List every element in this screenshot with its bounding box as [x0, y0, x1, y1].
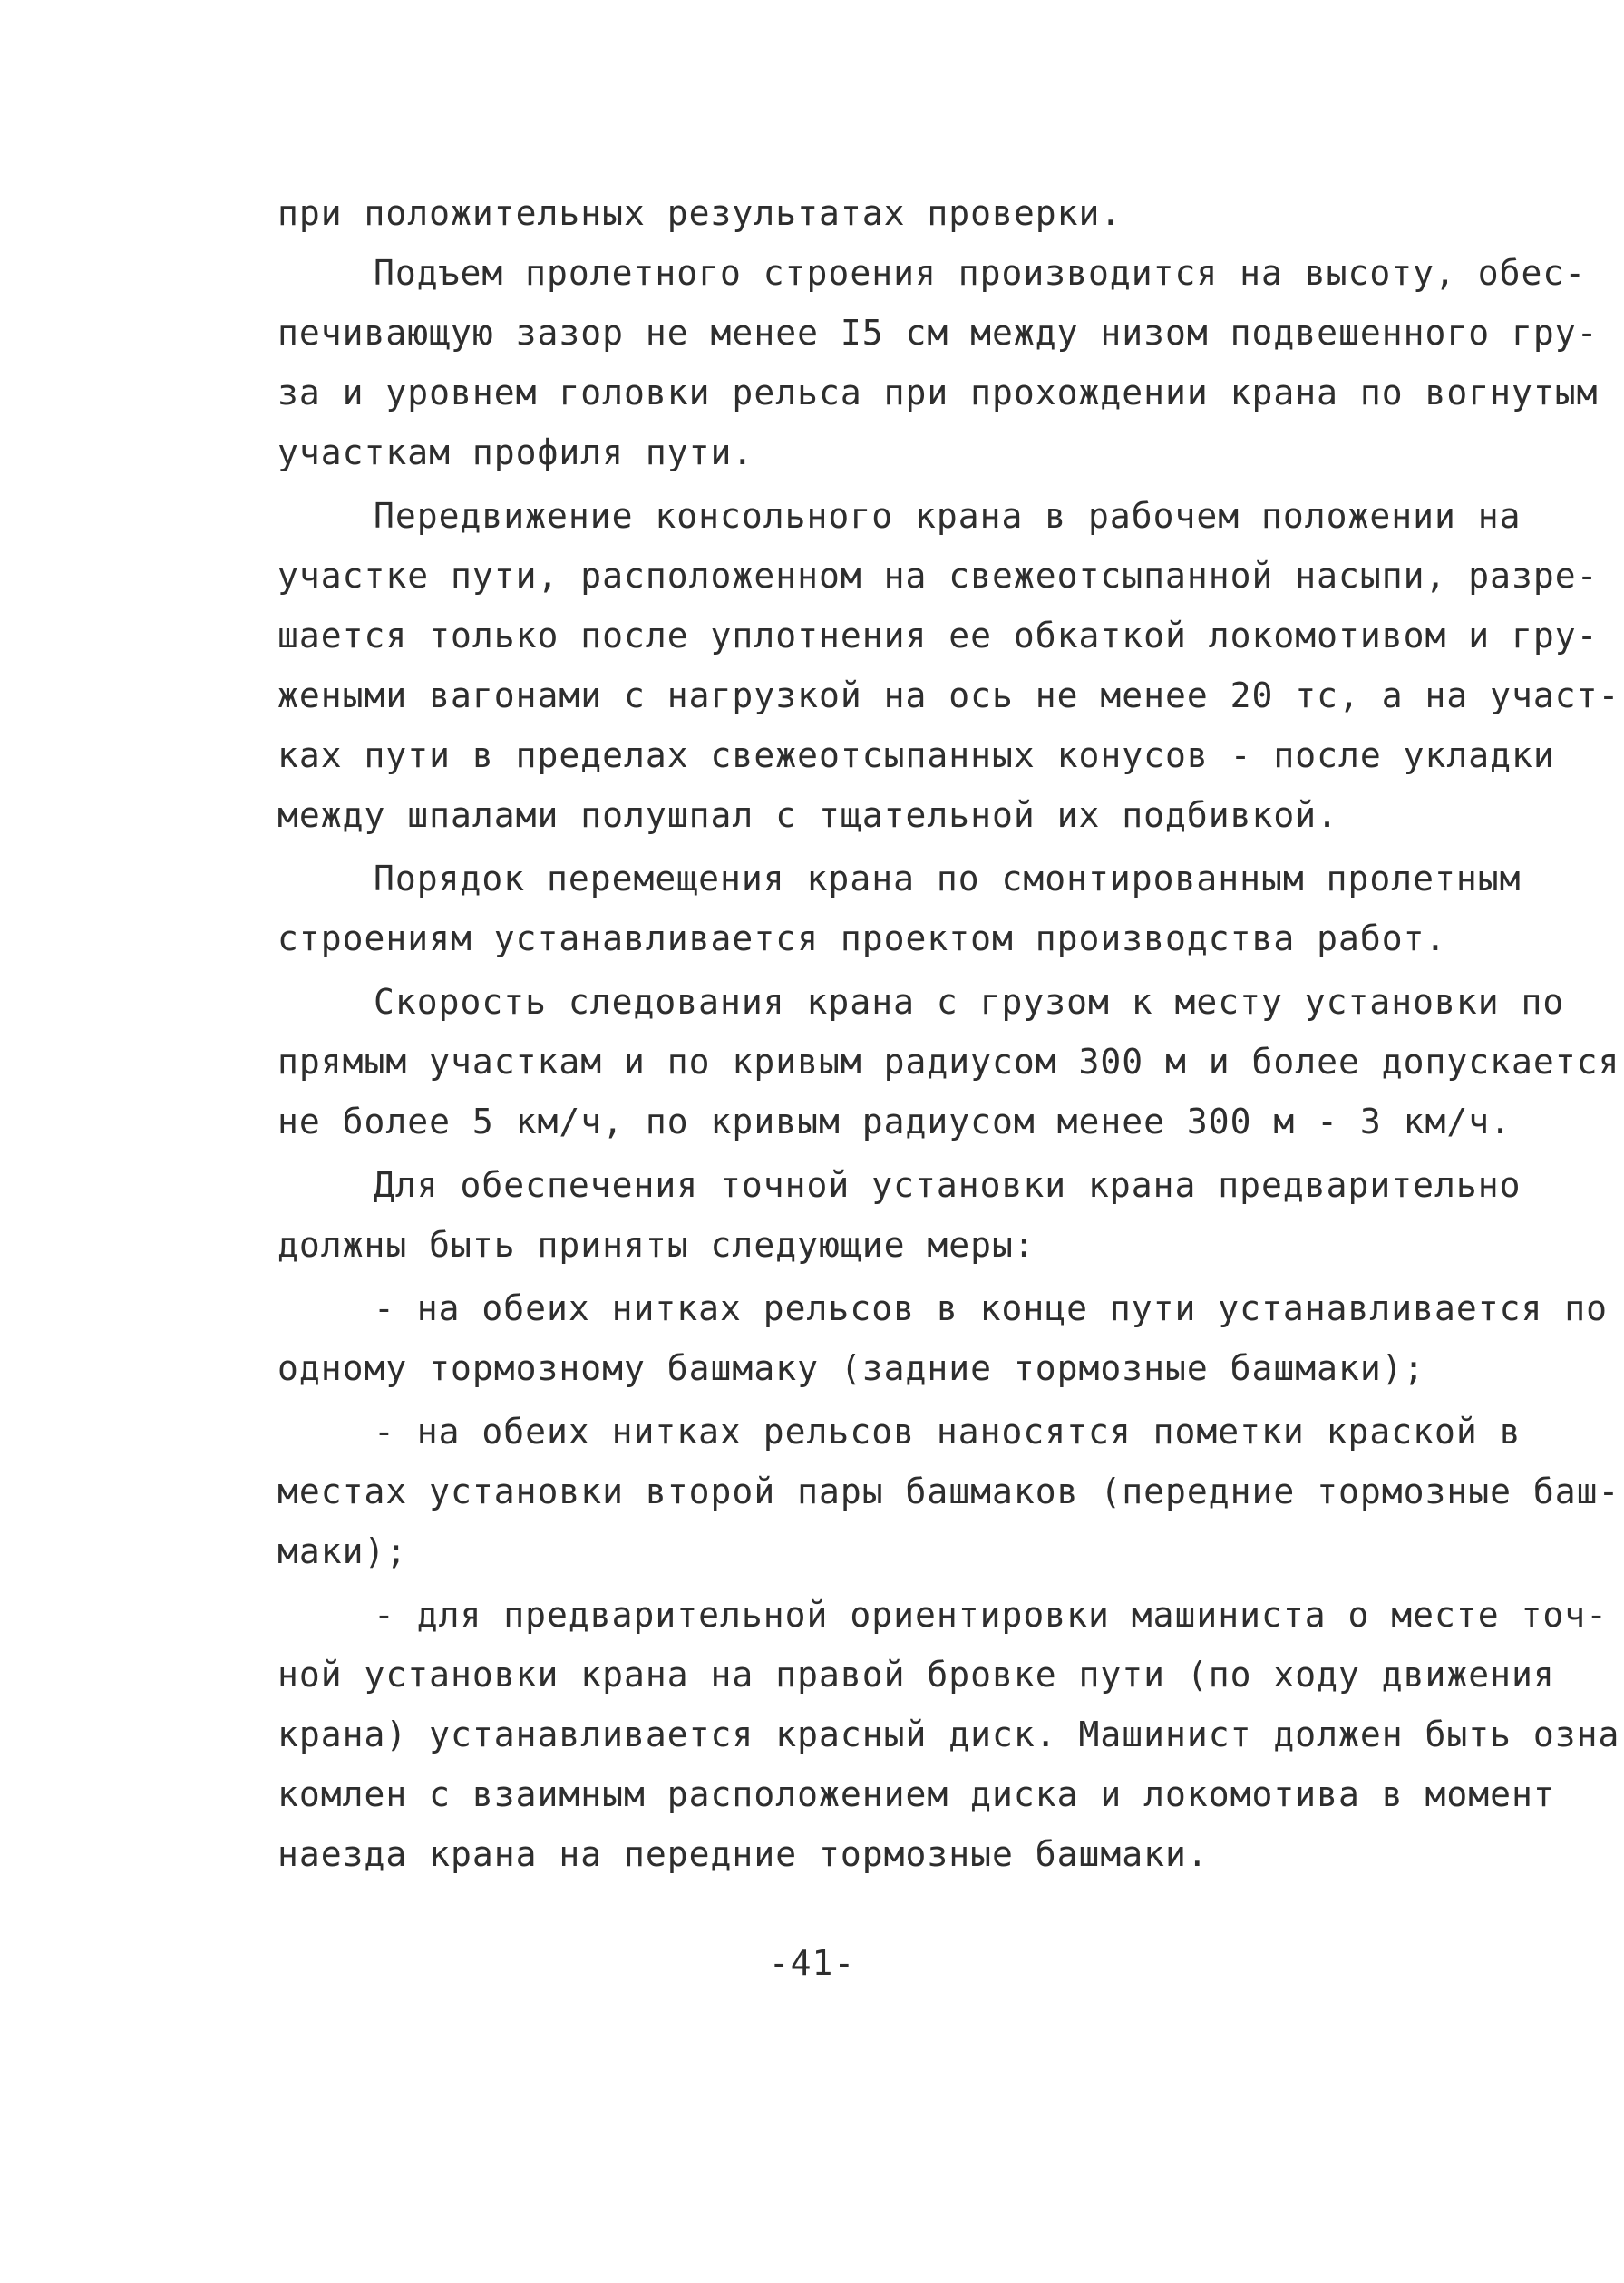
text-line: должны быть приняты следующие меры: [277, 1225, 1036, 1265]
text-line: прямым участкам и по кривым радиусом 300 м и более допускается [277, 1042, 1620, 1082]
text-line: - для предварительной ориентировки машиниста о месте точ- [374, 1595, 1609, 1635]
text-line: комлен с взаимным расположением диска и локомотива в момент [277, 1774, 1555, 1814]
text-line: Передвижение консольного крана в рабочем положении на [374, 496, 1522, 536]
text-line: Для обеспечения точной установки крана предварительно [374, 1165, 1522, 1205]
text-line: Подъем пролетного строения производится на высоту, обес- [374, 253, 1587, 293]
text-line: при положительных результатах проверки. [277, 193, 1123, 233]
text-line: одному тормозному башмаку (задние тормозные башмаки); [277, 1348, 1425, 1388]
text-line: местах установки второй пары башмаков (передние тормозные баш- [277, 1472, 1620, 1511]
text-line: строениям устанавливается проектом производства работ. [277, 918, 1447, 958]
text-line: шается только после уплотнения ее обкаткой локомотивом и гру- [277, 616, 1599, 656]
text-line: печивающую зазор не менее I5 см между низом подвешенного гру- [277, 313, 1599, 353]
text-line: - на обеих нитках рельсов наносятся пометки краской в [374, 1412, 1522, 1452]
text-line: маки); [277, 1531, 408, 1571]
text-line: ках пути в пределах свежеотсыпанных конусов - после укладки [277, 735, 1555, 775]
text-line: между шпалами полушпал с тщательной их подбивкой. [277, 795, 1339, 835]
text-line: за и уровнем головки рельса при прохождении крана по вогнутым [277, 373, 1599, 413]
text-line: жеными вагонами с нагрузкой на ось не менее 20 тс, а на участ- [277, 675, 1620, 715]
text-line: ной установки крана на правой бровке пути (по ходу движения [277, 1655, 1555, 1695]
text-line: наезда крана на передние тормозные башмаки. [277, 1834, 1209, 1874]
text-line: Порядок перемещения крана по смонтированным пролетным [374, 859, 1522, 899]
page-number: -41- [768, 1943, 856, 1983]
text-line: Скорость следования крана с грузом к месту установки по [374, 982, 1565, 1022]
text-line: участкам профиля пути. [277, 432, 754, 472]
text-line: не более 5 км/ч, по кривым радиусом менее 300 м - 3 км/ч. [277, 1102, 1512, 1142]
text-line: участке пути, расположенном на свежеотсыпанной насыпи, разре- [277, 556, 1599, 596]
text-line: крана) устанавливается красный диск. Машинист должен быть озна [277, 1715, 1620, 1754]
text-line: - на обеих нитках рельсов в конце пути устанавливается по [374, 1288, 1609, 1328]
